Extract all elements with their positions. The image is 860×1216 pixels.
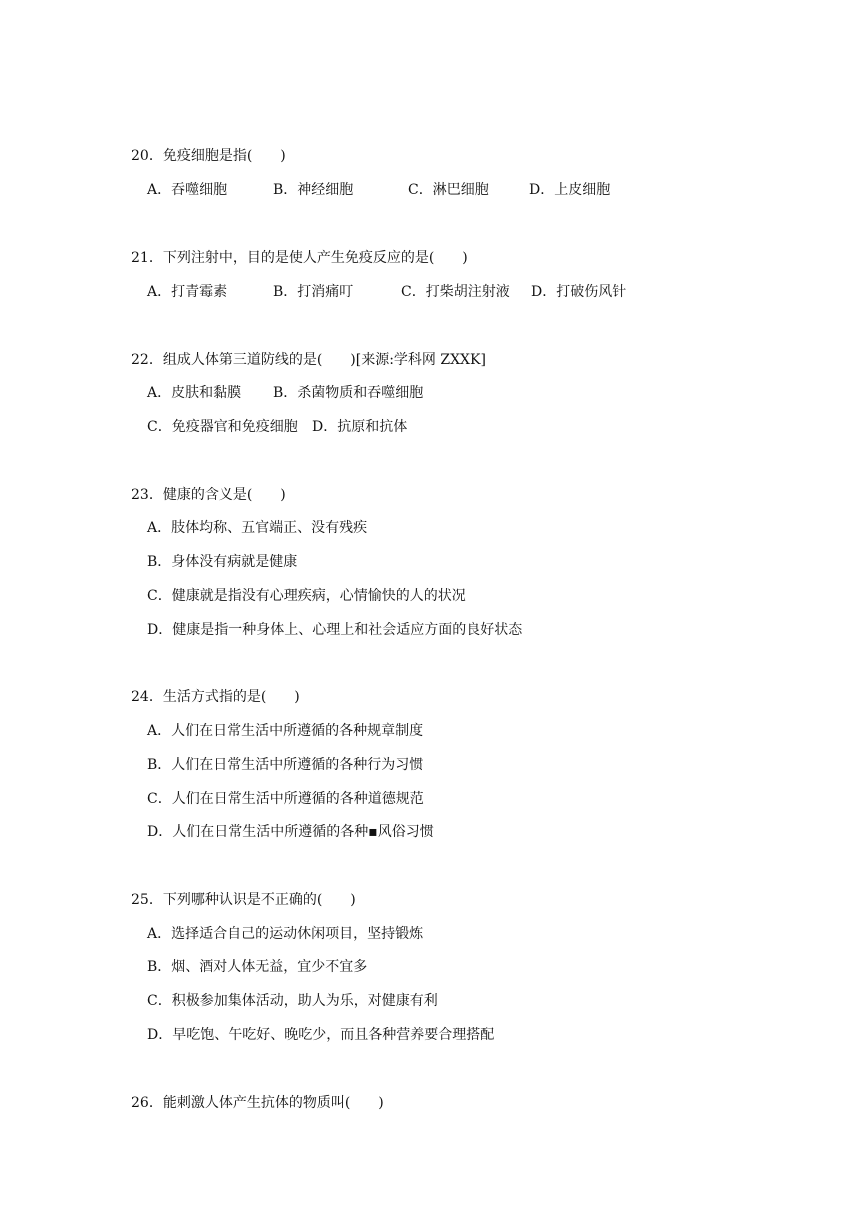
question-22-options-row-2 [147,418,407,436]
question-23-stem: 23．健康的含义是( ) [131,487,286,503]
question-22-option-d: D．抗原和抗体 [312,419,408,435]
question-25-option-a: A．选择适合自己的运动休闲项目，坚持锻炼 [147,926,424,942]
question-22-options-row-1 [147,384,423,402]
question-20-option-c: C．淋巴细胞 [408,182,489,198]
question-21-option-b: B．打消痛叮 [273,284,354,300]
question-21-option-c: C．打柴胡注射液 [401,284,510,300]
question-20-stem: 20．免疫细胞是指( ) [131,148,286,164]
question-23-option-a: A．肢体均称、五官端正、没有残疾 [147,520,368,536]
question-24-option-b: B．人们在日常生活中所遵循的各种行为习惯 [147,757,424,773]
question-24-stem: 24．生活方式指的是( ) [131,689,300,705]
question-25-option-c: C．积极参加集体活动，助人为乐，对健康有利 [147,993,438,1009]
question-22-option-b: B．杀菌物质和吞噬细胞 [273,385,424,401]
question-25-option-d: D．早吃饱、午吃好、晚吃少，而且各种营养要合理搭配 [147,1027,495,1043]
question-26-stem: 26．能刺激人体产生抗体的物质叫( ) [131,1095,384,1111]
question-20-option-a: A．吞噬细胞 [147,182,228,198]
question-23-option-d: D．健康是指一种身体上、心理上和社会适应方面的良好状态 [147,622,523,638]
question-25-stem: 25．下列哪种认识是不正确的( ) [131,892,356,908]
question-21-options [147,283,626,301]
question-22-option-c: C．免疫器官和免疫细胞 [147,419,298,435]
question-24-option-d: D．人们在日常生活中所遵循的各种▪风俗习惯 [147,824,434,840]
question-21-option-a: A．打青霉素 [147,284,228,300]
question-23-option-b: B．身体没有病就是健康 [147,554,298,570]
question-21-option-d: D．打破伤风针 [531,284,627,300]
question-22-option-a: A．皮肤和黏膜 [147,385,242,401]
question-23-option-c: C．健康就是指没有心理疾病，心情愉快的人的状况 [147,588,466,604]
question-20-options [147,181,610,199]
question-20-option-d: D．上皮细胞 [529,182,611,198]
question-21-stem: 21．下列注射中，目的是使人产生免疫反应的是( ) [131,250,468,266]
question-22-stem: 22．组成人体第三道防线的是( )[来源:学科网 ZXXK] [131,352,486,368]
question-25-option-b: B．烟、酒对人体无益，宜少不宜多 [147,959,368,975]
question-24-option-c: C．人们在日常生活中所遵循的各种道德规范 [147,791,424,807]
question-20-option-b: B．神经细胞 [273,182,354,198]
question-24-option-a: A．人们在日常生活中所遵循的各种规章制度 [147,723,424,739]
